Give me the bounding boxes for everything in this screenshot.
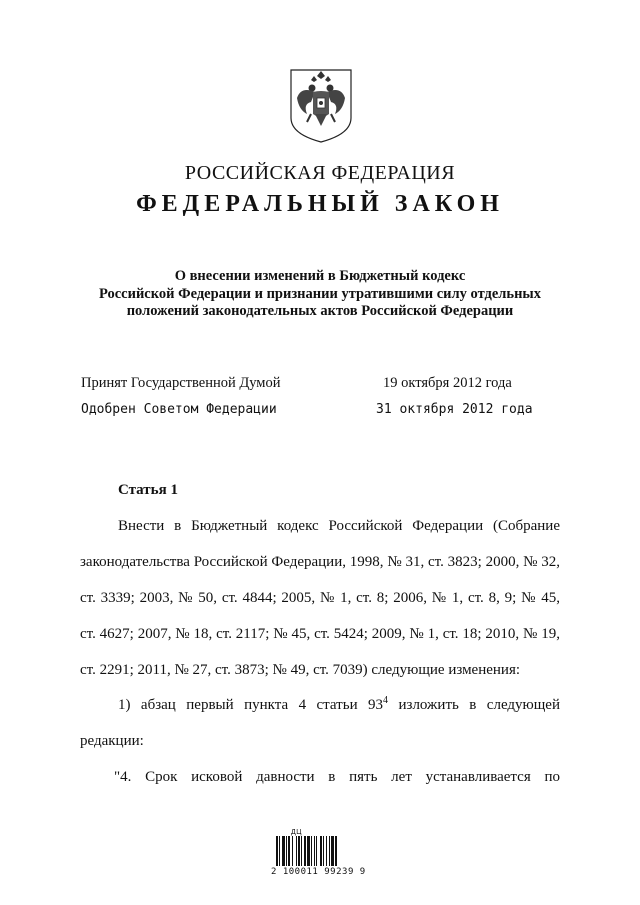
council-approval-label: Одобрен Советом Федерации xyxy=(81,402,277,417)
barcode-bar xyxy=(296,836,297,866)
duma-adoption-date: 19 октября 2012 года xyxy=(383,375,512,391)
article-heading: Статья 1 xyxy=(118,482,178,498)
amendment-item-1 xyxy=(118,697,560,714)
barcode-bar xyxy=(326,836,327,866)
barcode-number: 2 100011 99239 9 xyxy=(271,867,366,877)
barcode-bar xyxy=(314,836,315,866)
barcode-icon xyxy=(276,836,346,866)
barcode-caption: ДЦ xyxy=(291,829,302,836)
barcode-bar xyxy=(329,836,330,866)
article-text-line: Внести в Бюджетный кодекс Российской Федерации (Собрание xyxy=(118,518,560,534)
amendment-item-continuation: редакции: xyxy=(80,733,144,749)
barcode-bar xyxy=(304,836,306,866)
barcode-bar xyxy=(298,836,300,866)
law-title-line: Российской Федерации и признании утратившими силу отдельных xyxy=(98,285,542,302)
document-type: ФЕДЕРАЛЬНЫЙ ЗАКОН xyxy=(136,191,504,217)
barcode-bar xyxy=(288,836,290,866)
amendment-item-text: изложить в следующей xyxy=(388,697,560,713)
article-text-line: ст. 2291; 2011, № 27, ст. 3873; № 49, ст. 7039) следующие изменения: xyxy=(80,662,521,678)
country-name: РОССИЙСКАЯ ФЕДЕРАЦИЯ xyxy=(184,162,456,184)
amendment-item-text: 1) абзац первый пункта 4 статьи 93 xyxy=(118,697,384,713)
barcode-bar xyxy=(286,836,287,866)
article-text-line: ст. 3339; 2003, № 50, ст. 4844; 2005, № 1, ст. 8; 2006, № 1, ст. 8, 9; № 45, xyxy=(80,590,560,606)
barcode-bar xyxy=(292,836,293,866)
quoted-text-line: "4. Срок исковой давности в пять лет устанавливается по xyxy=(114,769,560,785)
barcode-bar xyxy=(279,836,280,866)
article-number-superscript: 4 xyxy=(383,695,389,706)
barcode-bar xyxy=(276,836,278,866)
barcode-bar xyxy=(311,836,312,866)
barcode-bar xyxy=(282,836,285,866)
law-title xyxy=(60,268,580,321)
council-approval-date: 31 октября 2012 года xyxy=(376,402,533,417)
law-title-line: положений законодательных актов Российской Федерации xyxy=(126,303,514,319)
duma-adoption-label: Принят Государственной Думой xyxy=(81,375,281,391)
barcode-bar xyxy=(307,836,310,866)
coat-of-arms-icon xyxy=(289,68,353,144)
article-text-line: ст. 4627; 2007, № 18, ст. 2117; № 45, ст. 5424; 2009, № 1, ст. 18; 2010, № 19, xyxy=(80,626,560,642)
law-title-line: О внесении изменений в Бюджетный кодекс xyxy=(174,268,466,284)
barcode-bar xyxy=(335,836,337,866)
barcode-bar xyxy=(320,836,322,866)
barcode-bar xyxy=(331,836,334,866)
barcode-bar xyxy=(301,836,302,866)
article-text-line: законодательства Российской Федерации, 1998, № 31, ст. 3823; 2000, № 32, xyxy=(80,554,560,570)
barcode-bar xyxy=(316,836,317,866)
barcode-bar xyxy=(323,836,324,866)
